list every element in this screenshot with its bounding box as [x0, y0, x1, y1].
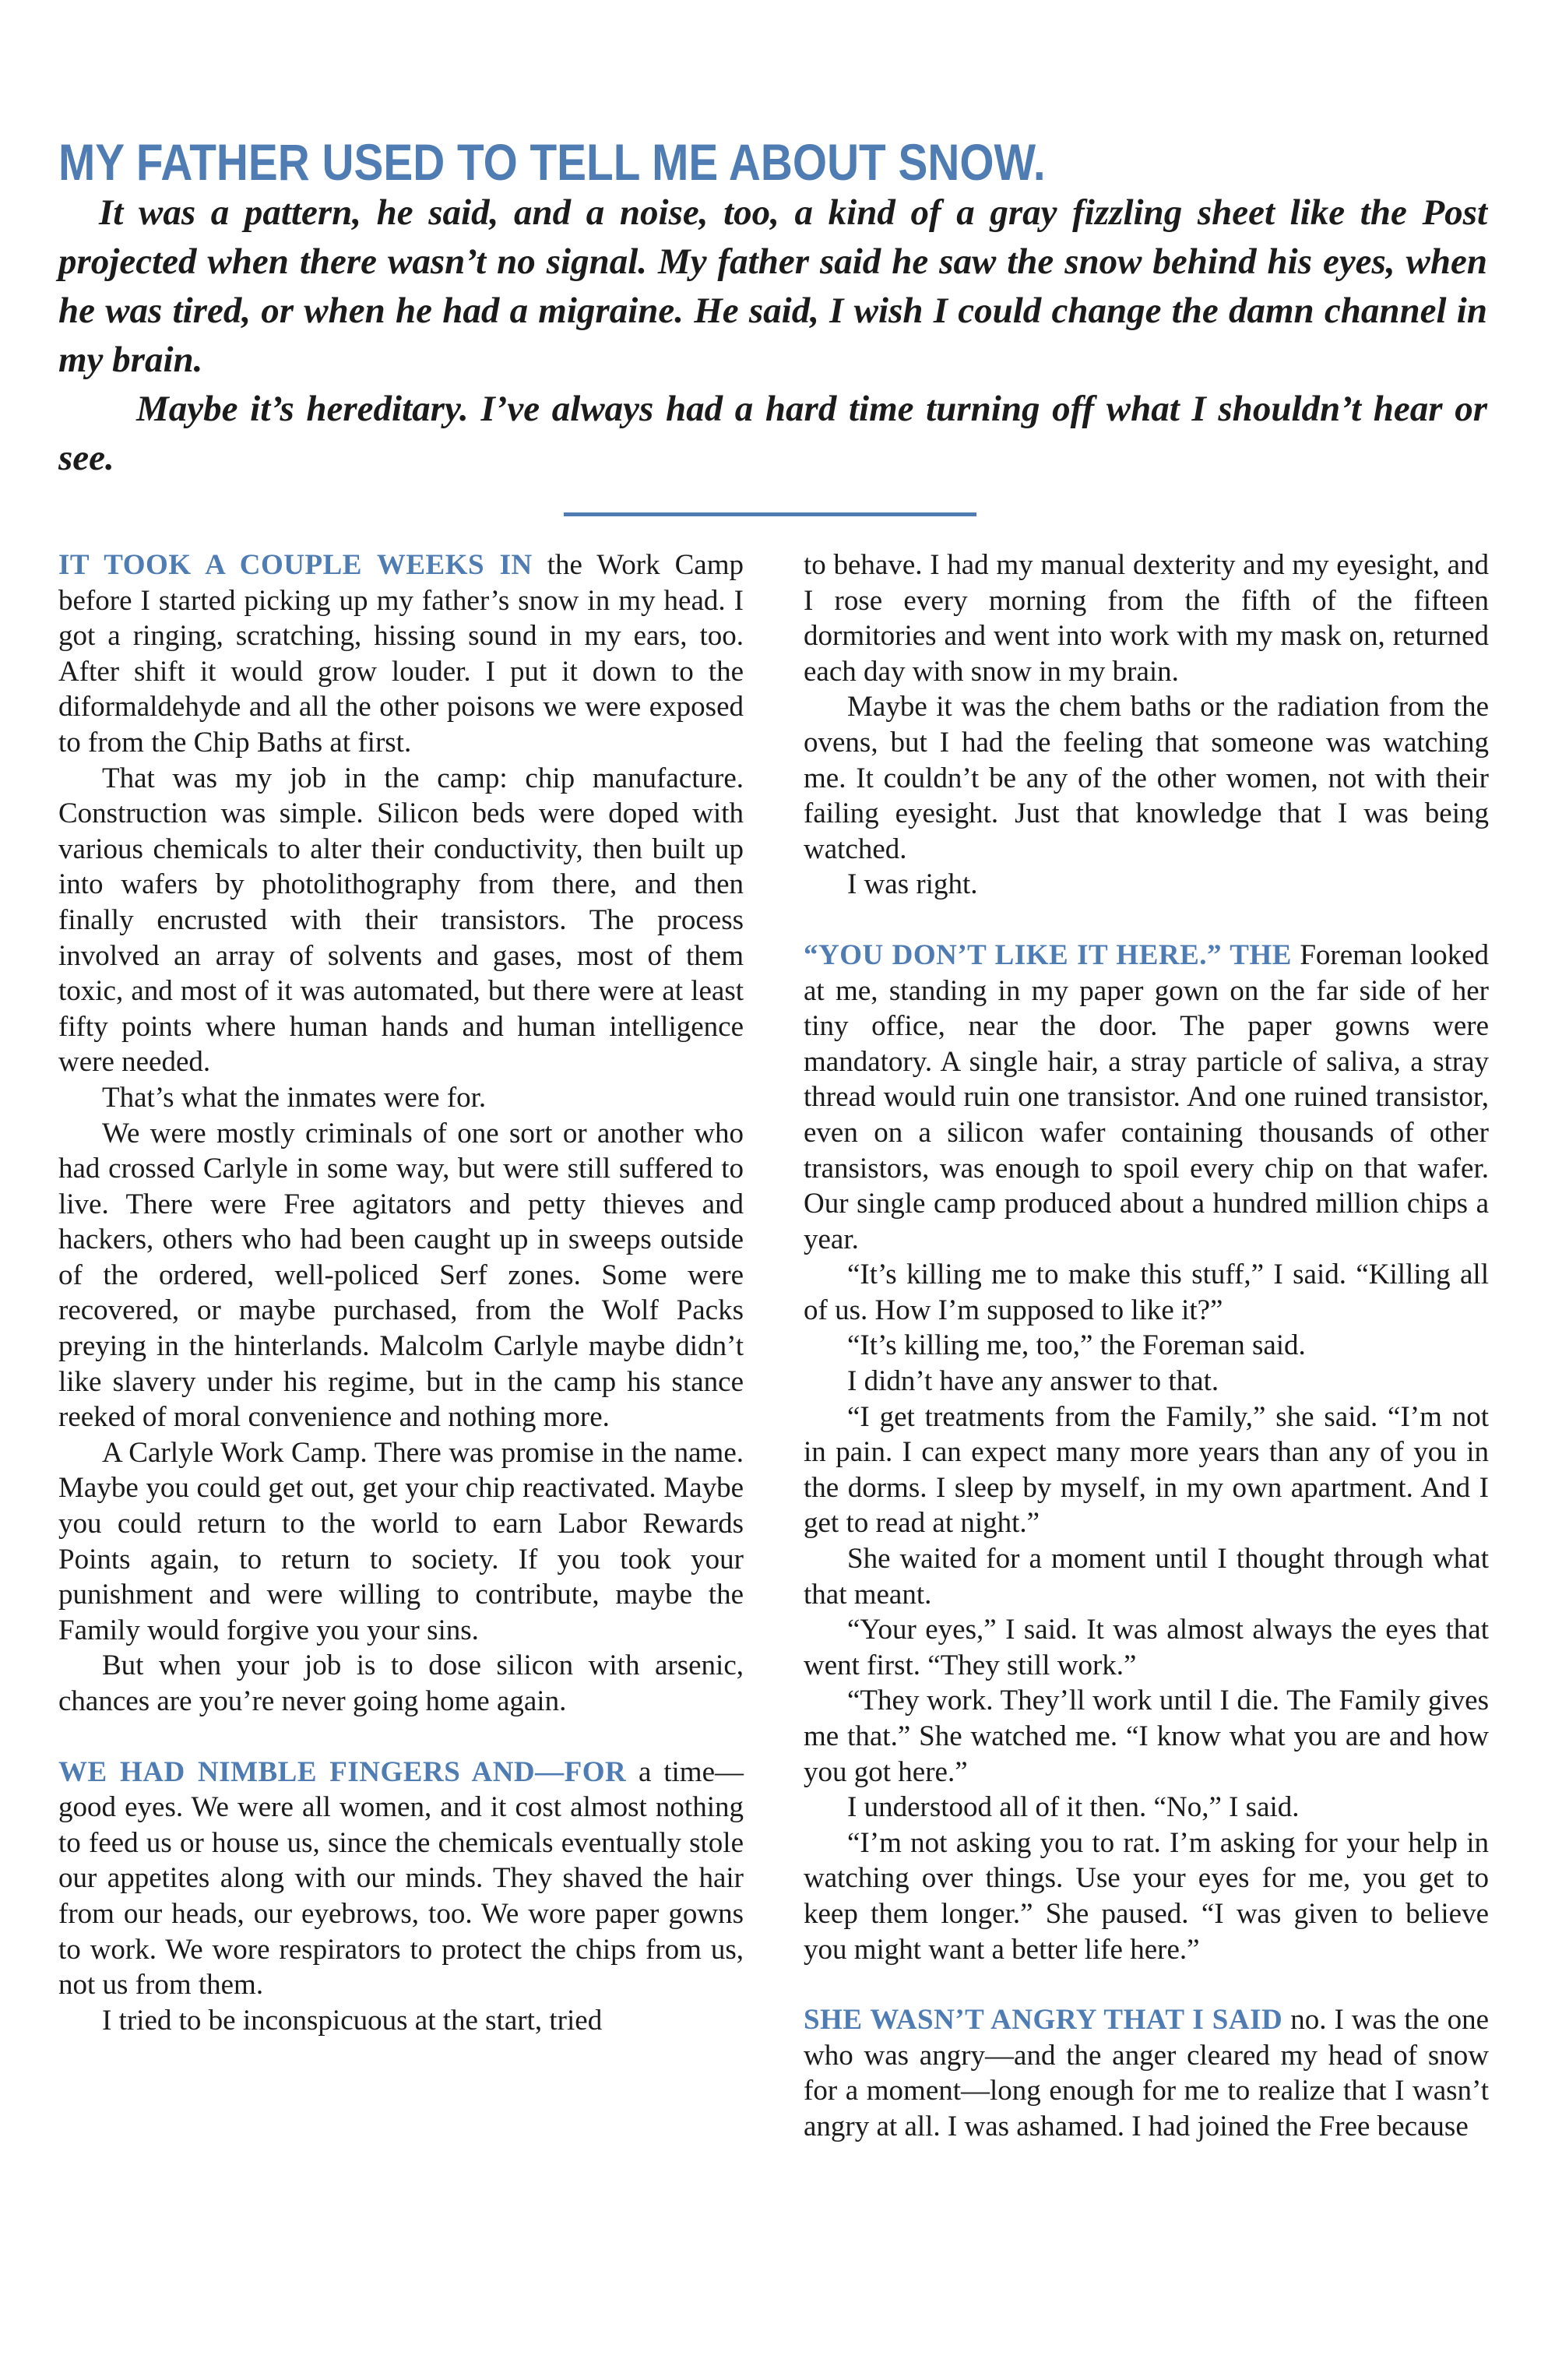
body-paragraph: “I’m not asking you to rat. I’m asking for your help in watching over things. Use your eyes for me, you get to keep them longer.” She paused. “I was given to believe you might want a better life here.”: [804, 1826, 1489, 1966]
section-lead-in: IT TOOK A COUPLE WEEKS IN: [58, 549, 533, 581]
body-paragraph: That was my job in the camp: chip manufacture. Construction was simple. Silicon beds were doped with various chemicals to alter their conductivity, then built up into wafers by photolithography from there, and then finally encrusted with their transistors. The process involved an array of solvents and gases, most of them toxic, and most of it was automated, but there were at least fifty points where human hands and human intelligence were needed.: [58, 762, 744, 1079]
paragraph-text: a time—good eyes. We were all women, and it cost almost nothing to feed us or house us, since the chemicals eventually stole our appetites along with our minds. They shaved the hair from our heads, our eyebrows, too. We wore paper gowns to work. We wore respirators to protect the chips from us, not us from them.: [58, 1755, 744, 2002]
body-paragraph: We were mostly criminals of one sort or another who had crossed Carlyle in some way, but were still suffered to live. There were Free agitators and petty thieves and hackers, others who had been caught up in sweeps outside of the ordered, well-policed Serf zones. Some were recovered, or maybe purchased, from the Wolf Packs preying in the hinterlands. Malcolm Carlyle maybe didn’t like slavery under his regime, but in the camp his stance reeked of moral convenience and nothing more.: [58, 1117, 744, 1434]
body-paragraph: But when your job is to dose silicon with arsenic, chances are you’re never going home again.: [58, 1649, 744, 1717]
body-paragraph: I understood all of it then. “No,” I said.: [847, 1791, 1300, 1824]
body-paragraph: A Carlyle Work Camp. There was promise in the name. Maybe you could get out, get your chip reactivated. Maybe you could return to the world to earn Labor Rewards Points again, to return to society. If you took your punishment and were willing to contribute, maybe the Family would forgive you your sins.: [58, 1436, 744, 1646]
section-opening-paragraph: [804, 938, 1489, 1257]
body-paragraph: “It’s killing me, too,” the Foreman said.: [847, 1329, 1306, 1362]
section-lead-in: SHE WASN’T ANGRY THAT I SAID: [804, 2004, 1283, 2037]
body-paragraph: I tried to be inconspicuous at the start, tried: [102, 2004, 603, 2037]
body-paragraph: Maybe it was the chem baths or the radiation from the ovens, but I had the feeling that someone was watching me. It couldn’t be any of the other women, not with their failing eyesight. Just that knowledge that I was being watched.: [804, 691, 1489, 865]
section-opening-paragraph: [804, 2002, 1489, 2144]
intro-block: [58, 188, 1487, 483]
section-opening-paragraph: [58, 547, 744, 761]
paragraph-text: no. I was the one who was angry—and the anger cleared my head of snow for a moment—long enough for me to realize that I wasn’t angry at all. I was ashamed. I had joined the Free because: [804, 2004, 1489, 2142]
body-paragraph: I was right.: [847, 868, 978, 901]
paragraph-text: the Work Camp before I started picking up my father’s snow in my head. I got a ringing, scratching, hissing sound in my ears, too. After shift it would grow louder. I put it down to the diformaldehyde and all the other poisons we were exposed to from the Chip Baths at first.: [58, 549, 744, 759]
body-paragraph: That’s what the inmates were for.: [102, 1081, 487, 1114]
body-paragraph: “I get treatments from the Family,” she said. “I’m not in pain. I can expect many more years than any of you in the dorms. I sleep by myself, in my own apartment. And I get to read at night.”: [804, 1400, 1489, 1540]
body-paragraph: “Your eyes,” I said. It was almost always the eyes that went first. “They still work.”: [804, 1614, 1489, 1681]
left-column: [58, 547, 744, 2038]
section-lead-in: WE HAD NIMBLE FINGERS AND—FOR: [58, 1755, 627, 1788]
section-divider: [564, 512, 976, 516]
chapter-title: MY FATHER USED TO TELL ME ABOUT SNOW.: [58, 133, 1046, 191]
section-lead-in: “YOU DON’T LIKE IT HERE.” THE: [804, 938, 1292, 971]
intro-paragraph: Maybe it’s hereditary. I’ve always had a hard time turning off what I shouldn’t hear or see.: [58, 389, 1487, 478]
body-paragraph: “It’s killing me to make this stuff,” I said. “Killing all of us. How I’m supposed to like it?”: [804, 1259, 1489, 1326]
body-paragraph: “They work. They’ll work until I die. The Family gives me that.” She watched me. “I know what you are and how you got here.”: [804, 1685, 1489, 1788]
body-paragraph: to behave. I had my manual dexterity and my eyesight, and I rose every morning from the fifth of the fifteen dormitories and went into work with my mask on, returned each day with snow in my brain.: [804, 549, 1489, 688]
paragraph-text: Foreman looked at me, standing in my paper gown on the far side of her tiny office, near the door. The paper gowns were mandatory. A single hair, a stray particle of saliva, a stray thread would ruin one transistor. And one ruined transistor, even on a silicon wafer containing thousands of other transistors, was enough to spoil every chip on that wafer. Our single camp produced about a hundred million chips a year.: [804, 938, 1489, 1255]
right-column: [804, 547, 1489, 2145]
intro-paragraph: It was a pattern, he said, and a noise, too, a kind of a gray fizzling sheet like the Post projected when there wasn’t no signal. My father said he saw the snow behind his eyes, when he was tired, or when he had a migraine. He said, I wish I could change the damn channel in my brain.: [58, 192, 1487, 380]
body-paragraph: She waited for a moment until I thought through what that meant.: [804, 1543, 1489, 1611]
section-opening-paragraph: [58, 1755, 744, 2003]
body-paragraph: I didn’t have any answer to that.: [847, 1365, 1219, 1398]
